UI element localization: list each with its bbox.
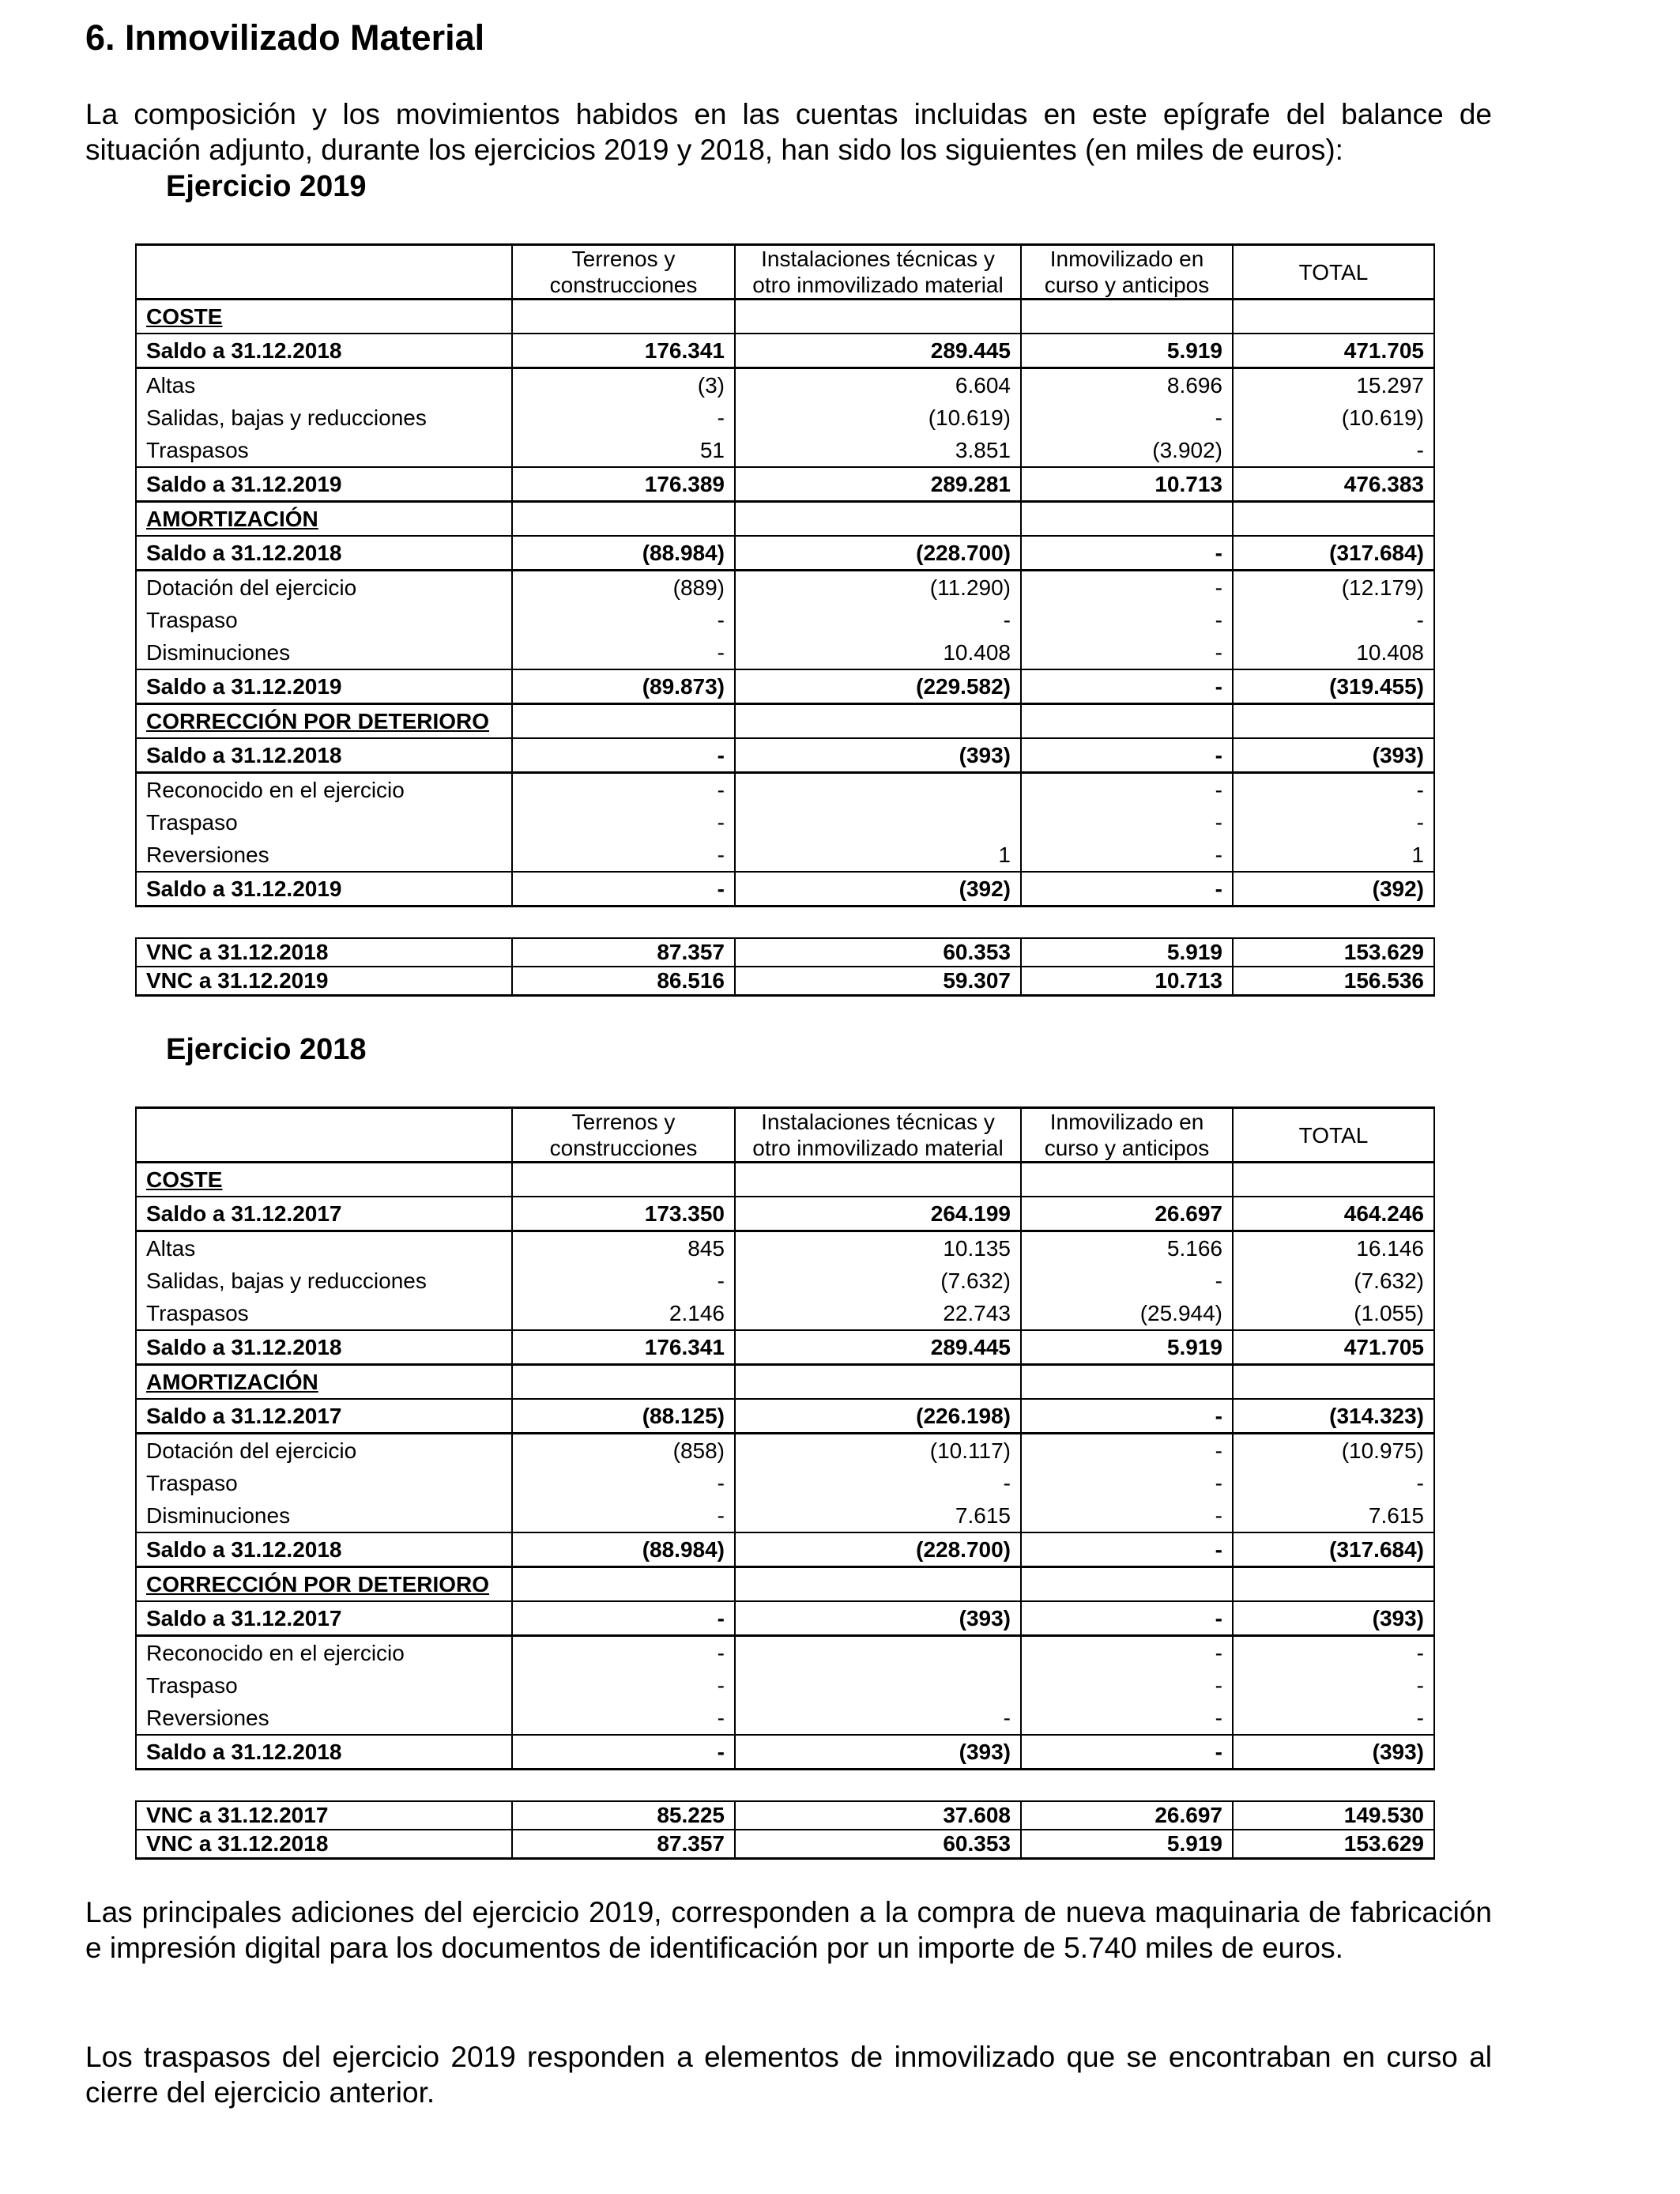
row-label: Traspasos xyxy=(136,434,512,467)
vnc-value: 26.697 xyxy=(1021,1801,1233,1830)
cell-value: 10.408 xyxy=(735,636,1021,669)
row-label: Traspaso xyxy=(136,604,512,636)
row-label: COSTE xyxy=(136,1163,512,1197)
cell-value: (10.619) xyxy=(735,401,1021,434)
year-2019-title: Ejercicio 2019 xyxy=(166,170,367,203)
table-row xyxy=(136,1399,1434,1434)
cell-value: 289.445 xyxy=(735,1330,1021,1365)
cell-value: - xyxy=(1233,604,1434,636)
table-row xyxy=(136,1467,1434,1499)
cell-value: - xyxy=(512,839,735,872)
cell-value: 7.615 xyxy=(735,1499,1021,1532)
row-label: Reconocido en el ejercicio xyxy=(136,773,512,807)
table-row xyxy=(136,300,1434,334)
vnc-value: 10.713 xyxy=(1021,967,1233,996)
header-blank xyxy=(136,1108,512,1163)
cell-value: 3.851 xyxy=(735,434,1021,467)
cell-value: - xyxy=(512,1735,735,1770)
cell-value: 15.297 xyxy=(1233,368,1434,402)
cell-value: (317.684) xyxy=(1233,1532,1434,1567)
cell-value: - xyxy=(1233,1702,1434,1735)
vnc-row xyxy=(136,967,1434,996)
row-label: Reversiones xyxy=(136,1702,512,1735)
cell-value: - xyxy=(1233,1467,1434,1499)
cell-value xyxy=(735,1669,1021,1702)
table-row xyxy=(136,571,1434,605)
cell-value: 176.341 xyxy=(512,334,735,368)
cell-value: - xyxy=(512,1467,735,1499)
cell-value: - xyxy=(512,1265,735,1297)
vnc-value: 153.629 xyxy=(1233,1830,1434,1859)
cell-value: - xyxy=(1021,1532,1233,1567)
row-label: AMORTIZACIÓN xyxy=(136,502,512,537)
header-terrenos: Terrenos y construcciones xyxy=(512,245,735,300)
cell-value xyxy=(735,1163,1021,1197)
row-label: Saldo a 31.12.2019 xyxy=(136,872,512,907)
cell-value xyxy=(1233,1163,1434,1197)
cell-value: (889) xyxy=(512,571,735,605)
row-label: AMORTIZACIÓN xyxy=(136,1365,512,1400)
row-label: Reconocido en el ejercicio xyxy=(136,1636,512,1670)
cell-value: - xyxy=(512,1669,735,1702)
cell-value: - xyxy=(1021,1467,1233,1499)
table-row xyxy=(136,1231,1434,1265)
cell-value: - xyxy=(512,1702,735,1735)
cell-value: - xyxy=(1021,872,1233,907)
cell-value: 5.166 xyxy=(1021,1231,1233,1265)
cell-value: 476.383 xyxy=(1233,467,1434,502)
vnc-value: 37.608 xyxy=(735,1801,1021,1830)
table-row xyxy=(136,1532,1434,1567)
table-row xyxy=(136,1702,1434,1735)
cell-value: 471.705 xyxy=(1233,1330,1434,1365)
cell-value: (226.198) xyxy=(735,1399,1021,1434)
cell-value xyxy=(1021,502,1233,537)
cell-value: - xyxy=(1233,1669,1434,1702)
cell-value: (1.055) xyxy=(1233,1297,1434,1330)
cell-value: 16.146 xyxy=(1233,1231,1434,1265)
cell-value xyxy=(1021,1365,1233,1400)
row-label: Altas xyxy=(136,1231,512,1265)
vnc-label: VNC a 31.12.2019 xyxy=(136,967,512,996)
cell-value xyxy=(1233,300,1434,334)
cell-value xyxy=(1233,704,1434,739)
header-instalaciones: Instalaciones técnicas y otro inmovilizado material xyxy=(735,1108,1021,1163)
cell-value: 289.281 xyxy=(735,467,1021,502)
table-row xyxy=(136,839,1434,872)
cell-value: - xyxy=(512,1499,735,1532)
cell-value: - xyxy=(1021,1265,1233,1297)
row-label: Disminuciones xyxy=(136,636,512,669)
cell-value: 10.135 xyxy=(735,1231,1021,1265)
table-row xyxy=(136,1365,1434,1400)
table-row xyxy=(136,1735,1434,1770)
cell-value: - xyxy=(1233,1636,1434,1670)
cell-value: 51 xyxy=(512,434,735,467)
additions-paragraph: Las principales adiciones del ejercicio 2019, corresponden a la compra de nueva maquinaria de fabricación e impresión digital para los documentos de identificación por un importe de 5.740 miles de euros. xyxy=(85,1896,1492,1964)
cell-value: (228.700) xyxy=(735,536,1021,571)
vnc-row xyxy=(136,938,1434,967)
cell-value: 464.246 xyxy=(1233,1197,1434,1231)
cell-value: 8.696 xyxy=(1021,368,1233,402)
table-row xyxy=(136,1499,1434,1532)
cell-value: (858) xyxy=(512,1434,735,1468)
cell-value xyxy=(512,1365,735,1400)
cell-value: - xyxy=(1021,536,1233,571)
cell-value: (89.873) xyxy=(512,669,735,704)
header-total: TOTAL xyxy=(1233,1108,1434,1163)
cell-value: (314.323) xyxy=(1233,1399,1434,1434)
row-label: Saldo a 31.12.2017 xyxy=(136,1601,512,1636)
cell-value: - xyxy=(512,636,735,669)
cell-value: (12.179) xyxy=(1233,571,1434,605)
vnc-row xyxy=(136,1801,1434,1830)
table-row xyxy=(136,1297,1434,1330)
vnc-value: 153.629 xyxy=(1233,938,1434,967)
table-row xyxy=(136,872,1434,907)
cell-value: (11.290) xyxy=(735,571,1021,605)
vnc-table-2019 xyxy=(135,937,1435,997)
vnc-value: 86.516 xyxy=(512,967,735,996)
row-label: Salidas, bajas y reducciones xyxy=(136,401,512,434)
cell-value: (319.455) xyxy=(1233,669,1434,704)
cell-value: (7.632) xyxy=(735,1265,1021,1297)
cell-value: - xyxy=(512,1601,735,1636)
cell-value: (88.125) xyxy=(512,1399,735,1434)
row-label: Saldo a 31.12.2018 xyxy=(136,1532,512,1567)
year-2018-title: Ejercicio 2018 xyxy=(166,1033,367,1066)
table-row xyxy=(136,502,1434,537)
cell-value: 10.408 xyxy=(1233,636,1434,669)
cell-value: 2.146 xyxy=(512,1297,735,1330)
header-instalaciones: Instalaciones técnicas y otro inmovilizado material xyxy=(735,245,1021,300)
row-label: Traspaso xyxy=(136,1467,512,1499)
cell-value xyxy=(735,1567,1021,1602)
row-label: COSTE xyxy=(136,300,512,334)
row-label: Saldo a 31.12.2019 xyxy=(136,669,512,704)
cell-value xyxy=(512,502,735,537)
cell-value xyxy=(1021,1163,1233,1197)
cell-value: - xyxy=(1021,1601,1233,1636)
cell-value xyxy=(735,704,1021,739)
vnc-value: 156.536 xyxy=(1233,967,1434,996)
cell-value: (393) xyxy=(735,1735,1021,1770)
cell-value xyxy=(735,1365,1021,1400)
cell-value xyxy=(1233,1567,1434,1602)
cell-value xyxy=(512,1163,735,1197)
cell-value: - xyxy=(1021,669,1233,704)
row-label: Dotación del ejercicio xyxy=(136,571,512,605)
table-row xyxy=(136,401,1434,434)
header-inmovilizado-curso: Inmovilizado en curso y anticipos xyxy=(1021,245,1233,300)
row-label: Saldo a 31.12.2019 xyxy=(136,467,512,502)
cell-value: (25.944) xyxy=(1021,1297,1233,1330)
cell-value: - xyxy=(1021,1499,1233,1532)
cell-value: 6.604 xyxy=(735,368,1021,402)
cell-value: - xyxy=(1233,806,1434,839)
cell-value: (392) xyxy=(735,872,1021,907)
cell-value: (3) xyxy=(512,368,735,402)
row-label: Disminuciones xyxy=(136,1499,512,1532)
cell-value: (3.902) xyxy=(1021,434,1233,467)
row-label: CORRECCIÓN POR DETERIORO xyxy=(136,704,512,739)
table-row xyxy=(136,773,1434,807)
cell-value: (393) xyxy=(1233,1735,1434,1770)
cell-value: 173.350 xyxy=(512,1197,735,1231)
vnc-value: 5.919 xyxy=(1021,1830,1233,1859)
cell-value: - xyxy=(1021,1702,1233,1735)
vnc-value: 87.357 xyxy=(512,938,735,967)
vnc-label: VNC a 31.12.2018 xyxy=(136,938,512,967)
table-row xyxy=(136,1669,1434,1702)
cell-value: (317.684) xyxy=(1233,536,1434,571)
cell-value xyxy=(512,300,735,334)
header-total: TOTAL xyxy=(1233,245,1434,300)
vnc-table-2018 xyxy=(135,1800,1435,1860)
cell-value xyxy=(735,773,1021,807)
cell-value xyxy=(512,1567,735,1602)
cell-value xyxy=(1233,1365,1434,1400)
table-header-row xyxy=(136,1108,1434,1163)
row-label: Saldo a 31.12.2018 xyxy=(136,536,512,571)
cell-value: 176.341 xyxy=(512,1330,735,1365)
cell-value: - xyxy=(512,738,735,773)
cell-value xyxy=(1233,502,1434,537)
table-row xyxy=(136,1434,1434,1468)
cell-value: - xyxy=(1021,571,1233,605)
table-row xyxy=(136,1265,1434,1297)
cell-value: - xyxy=(735,1702,1021,1735)
cell-value: - xyxy=(1021,806,1233,839)
cell-value: - xyxy=(1233,773,1434,807)
cell-value: 1 xyxy=(735,839,1021,872)
cell-value: 7.615 xyxy=(1233,1499,1434,1532)
cell-value: (88.984) xyxy=(512,536,735,571)
cell-value: (7.632) xyxy=(1233,1265,1434,1297)
cell-value: 5.919 xyxy=(1021,1330,1233,1365)
transfers-paragraph: Los traspasos del ejercicio 2019 responden a elementos de inmovilizado que se encontraban en curso al cierre del ejercicio anterior. xyxy=(85,2041,1492,2109)
cell-value: (228.700) xyxy=(735,1532,1021,1567)
cell-value: - xyxy=(1021,773,1233,807)
table-row xyxy=(136,604,1434,636)
cell-value: (393) xyxy=(735,738,1021,773)
cell-value xyxy=(1021,1567,1233,1602)
table-row xyxy=(136,434,1434,467)
cell-value xyxy=(735,806,1021,839)
intro-paragraph: La composición y los movimientos habidos en las cuentas incluidas en este epígrafe del balance de situación adjunto, durante los ejercicios 2019 y 2018, han sido los siguientes (en miles de euros): xyxy=(85,98,1492,166)
cell-value: - xyxy=(1021,604,1233,636)
table-header-row xyxy=(136,245,1434,300)
vnc-value: 59.307 xyxy=(735,967,1021,996)
vnc-value: 85.225 xyxy=(512,1801,735,1830)
cell-value xyxy=(1021,704,1233,739)
table-row xyxy=(136,1567,1434,1602)
cell-value: (393) xyxy=(1233,738,1434,773)
cell-value: - xyxy=(735,1467,1021,1499)
cell-value: (229.582) xyxy=(735,669,1021,704)
row-label: Traspaso xyxy=(136,806,512,839)
cell-value: - xyxy=(1021,1669,1233,1702)
cell-value: - xyxy=(1021,839,1233,872)
cell-value: 471.705 xyxy=(1233,334,1434,368)
cell-value: 5.919 xyxy=(1021,334,1233,368)
vnc-value: 60.353 xyxy=(735,1830,1021,1859)
row-label: Traspasos xyxy=(136,1297,512,1330)
table-row xyxy=(136,704,1434,739)
header-terrenos: Terrenos y construcciones xyxy=(512,1108,735,1163)
cell-value xyxy=(735,300,1021,334)
cell-value: - xyxy=(512,1636,735,1670)
table-row xyxy=(136,368,1434,402)
cell-value: - xyxy=(512,872,735,907)
vnc-value: 149.530 xyxy=(1233,1801,1434,1830)
cell-value: 10.713 xyxy=(1021,467,1233,502)
table-row xyxy=(136,669,1434,704)
table-row xyxy=(136,467,1434,502)
cell-value: - xyxy=(1021,636,1233,669)
cell-value: (393) xyxy=(1233,1601,1434,1636)
cell-value: - xyxy=(1021,401,1233,434)
row-label: Saldo a 31.12.2018 xyxy=(136,1735,512,1770)
cell-value xyxy=(735,1636,1021,1670)
cell-value: 1 xyxy=(1233,839,1434,872)
cell-value xyxy=(512,704,735,739)
row-label: Salidas, bajas y reducciones xyxy=(136,1265,512,1297)
table-row xyxy=(136,1636,1434,1670)
cell-value: - xyxy=(512,401,735,434)
cell-value: 176.389 xyxy=(512,467,735,502)
cell-value: - xyxy=(512,773,735,807)
table-row xyxy=(136,1163,1434,1197)
table-row xyxy=(136,1601,1434,1636)
row-label: Traspaso xyxy=(136,1669,512,1702)
cell-value: 289.445 xyxy=(735,334,1021,368)
cell-value: (392) xyxy=(1233,872,1434,907)
vnc-row xyxy=(136,1830,1434,1859)
table-row xyxy=(136,806,1434,839)
table-row xyxy=(136,636,1434,669)
cell-value: (10.619) xyxy=(1233,401,1434,434)
cell-value: - xyxy=(512,604,735,636)
vnc-label: VNC a 31.12.2018 xyxy=(136,1830,512,1859)
vnc-label: VNC a 31.12.2017 xyxy=(136,1801,512,1830)
cell-value: (10.975) xyxy=(1233,1434,1434,1468)
cell-value: (10.117) xyxy=(735,1434,1021,1468)
header-blank xyxy=(136,245,512,300)
table-row xyxy=(136,1330,1434,1365)
cell-value: - xyxy=(1021,1735,1233,1770)
row-label: Dotación del ejercicio xyxy=(136,1434,512,1468)
row-label: Reversiones xyxy=(136,839,512,872)
vnc-value: 87.357 xyxy=(512,1830,735,1859)
table-row xyxy=(136,334,1434,368)
row-label: Saldo a 31.12.2018 xyxy=(136,1330,512,1365)
row-label: Saldo a 31.12.2017 xyxy=(136,1399,512,1434)
cell-value: (88.984) xyxy=(512,1532,735,1567)
cell-value: - xyxy=(735,604,1021,636)
cell-value: - xyxy=(1233,434,1434,467)
section-heading: 6. Inmovilizado Material xyxy=(85,17,485,58)
cell-value: - xyxy=(1021,1399,1233,1434)
cell-value xyxy=(735,502,1021,537)
table-row xyxy=(136,738,1434,773)
cell-value xyxy=(1021,300,1233,334)
table-row xyxy=(136,1197,1434,1231)
cell-value: - xyxy=(1021,1434,1233,1468)
cell-value: 845 xyxy=(512,1231,735,1265)
cell-value: - xyxy=(1021,1636,1233,1670)
table-row xyxy=(136,536,1434,571)
header-inmovilizado-curso: Inmovilizado en curso y anticipos xyxy=(1021,1108,1233,1163)
vnc-value: 60.353 xyxy=(735,938,1021,967)
row-label: Saldo a 31.12.2018 xyxy=(136,334,512,368)
cell-value: - xyxy=(1021,738,1233,773)
cell-value: (393) xyxy=(735,1601,1021,1636)
table-2018 xyxy=(135,1106,1435,1770)
row-label: Saldo a 31.12.2017 xyxy=(136,1197,512,1231)
cell-value: 22.743 xyxy=(735,1297,1021,1330)
cell-value: 264.199 xyxy=(735,1197,1021,1231)
row-label: Saldo a 31.12.2018 xyxy=(136,738,512,773)
cell-value: 26.697 xyxy=(1021,1197,1233,1231)
table-2019 xyxy=(135,243,1435,907)
vnc-value: 5.919 xyxy=(1021,938,1233,967)
row-label: Altas xyxy=(136,368,512,402)
row-label: CORRECCIÓN POR DETERIORO xyxy=(136,1567,512,1602)
cell-value: - xyxy=(512,806,735,839)
